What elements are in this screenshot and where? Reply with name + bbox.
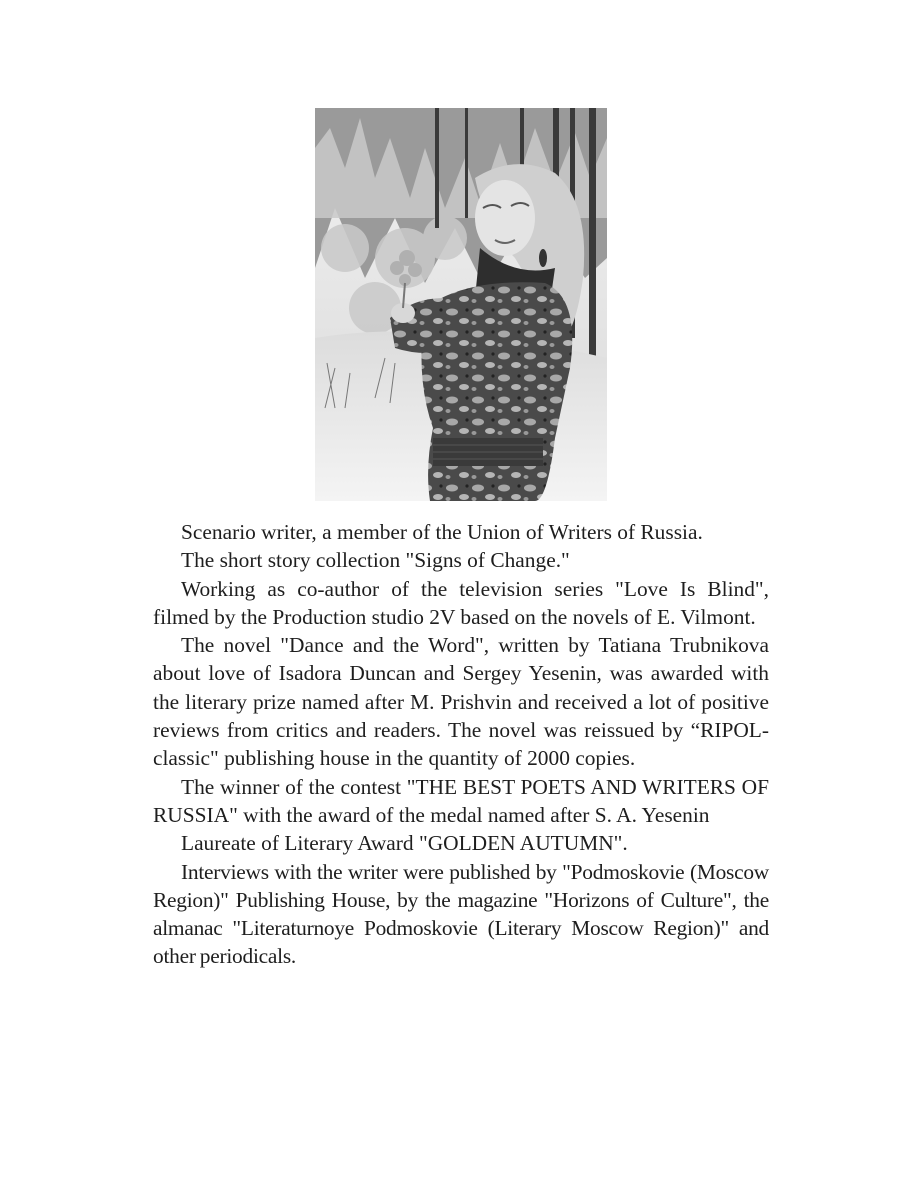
author-photo-illustration xyxy=(315,108,607,501)
paragraph-award: Laureate of Literary Award "GOLDEN AUTUMN". xyxy=(181,831,628,856)
paragraph-series: Working as co-author of the television series "Love Is Blind", filmed by the Production studio 2V based on the novels of E. Vilmont. xyxy=(153,576,769,629)
paragraph-contest: The winner of the contest "THE BEST POETS AND WRITERS OF RUSSIA" with the award of the medal named after S. A. Yesenin xyxy=(153,774,769,827)
biography-text xyxy=(153,518,769,971)
paragraph-interviews: Interviews with the writer were published by "Podmoskovie (Moscow Region)" Publishing House, by the magazine "Horizons of Culture", the almanac "Literaturnoye Podmoskovie (Literary Moscow Region)" and other periodicals. xyxy=(153,859,769,969)
paragraph-membership: Scenario writer, a member of the Union of Writers of Russia. xyxy=(181,520,703,544)
paragraph-novel: The novel "Dance and the Word", written by Tatiana Trubnikova about love of Isadora Duncan and Sergey Yesenin, was awarded with the literary prize named after M. Prishvin and received a lot of positive reviews from critics and readers. The novel was reissued by “RIPOL-classic" publishing house in the quantity of 2000 copies. xyxy=(153,633,769,771)
paragraph-collection: The short story collection "Signs of Change." xyxy=(181,548,570,573)
author-photo xyxy=(315,108,607,501)
